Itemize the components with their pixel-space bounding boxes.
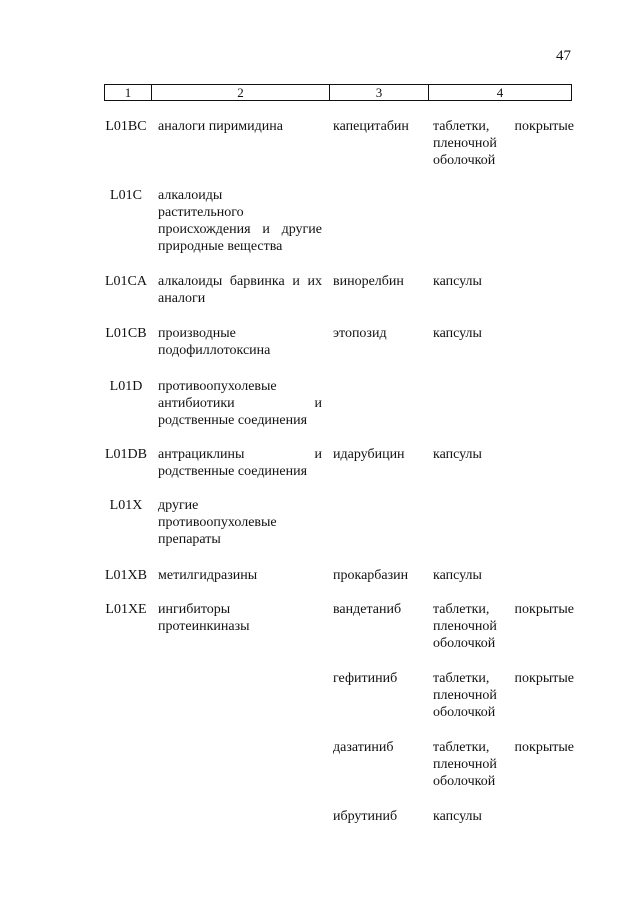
group-name-line: протеинкиназы: [158, 619, 250, 634]
atc-code: L01D: [109, 379, 143, 394]
group-name: [158, 378, 322, 429]
dosage-form-line: капсулы: [433, 326, 482, 341]
atc-code: L01CB: [105, 326, 147, 341]
atc-code: L01C: [110, 188, 142, 203]
group-name-line: другие: [158, 498, 199, 513]
dosage-form: [433, 325, 574, 342]
dosage-form-line: пленочной: [433, 619, 497, 634]
group-name-line: препараты: [158, 532, 221, 547]
group-name-line: ингибиторы: [158, 602, 231, 617]
drug-name: идарубицин: [333, 447, 405, 462]
dosage-form-line: таблетки, покрытые: [433, 740, 574, 755]
drug-name: этопозид: [333, 326, 387, 341]
drug-name: ибрутиниб: [333, 809, 398, 824]
group-name: [158, 497, 322, 548]
drug-name: дазатиниб: [333, 740, 394, 755]
dosage-form: [433, 567, 574, 584]
group-name-line: антибиотики и: [158, 396, 322, 411]
header-col-1: 1: [105, 85, 152, 100]
header-col-4: 4: [496, 85, 504, 100]
dosage-form-line: пленочной: [433, 136, 497, 151]
dosage-form-line: пленочной: [433, 688, 497, 703]
atc-code: L01XB: [105, 568, 147, 583]
group-name-line: родственные соединения: [158, 413, 308, 428]
group-name: [158, 187, 322, 255]
group-name-line: аналоги пиримидина: [158, 119, 283, 134]
dosage-form-line: капсулы: [433, 274, 482, 289]
drug-name: капецитабин: [333, 119, 409, 134]
dosage-form-line: капсулы: [433, 809, 482, 824]
dosage-form-line: таблетки, покрытые: [433, 119, 574, 134]
group-name-line: природные вещества: [158, 239, 283, 254]
dosage-form-line: оболочкой: [433, 636, 496, 651]
group-name: [158, 567, 322, 584]
dosage-form: [433, 808, 574, 825]
group-name: [158, 118, 322, 135]
header-col-2: 2: [152, 85, 330, 100]
group-name-line: родственные соединения: [158, 464, 308, 479]
group-name-line: противоопухолевые: [158, 515, 277, 530]
page-number: 47: [556, 48, 571, 64]
group-name-line: происхождения и другие: [158, 222, 322, 237]
dosage-form-line: оболочкой: [433, 705, 496, 720]
dosage-form: [433, 670, 574, 721]
group-name: [158, 601, 322, 635]
group-name-line: растительного: [158, 205, 244, 220]
atc-code: L01BC: [105, 119, 147, 134]
drug-name: вандетаниб: [333, 602, 402, 617]
dosage-form: [433, 446, 574, 463]
dosage-form-line: таблетки, покрытые: [433, 671, 574, 686]
dosage-form-line: таблетки, покрытые: [433, 602, 574, 617]
atc-code: L01XE: [105, 602, 147, 617]
group-name-line: подофиллотоксина: [158, 343, 271, 358]
group-name: [158, 273, 322, 307]
dosage-form: [433, 739, 574, 790]
dosage-form-line: пленочной: [433, 757, 497, 772]
drug-name: гефитиниб: [333, 671, 398, 686]
dosage-form: [433, 273, 574, 290]
group-name-line: алкалоиды: [158, 188, 223, 203]
group-name-line: аналоги: [158, 291, 206, 306]
dosage-form-line: оболочкой: [433, 153, 496, 168]
atc-code: L01DB: [105, 447, 147, 462]
table-header: [104, 84, 572, 101]
dosage-form-line: капсулы: [433, 447, 482, 462]
group-name-line: алкалоиды барвинка и их: [158, 274, 322, 289]
dosage-form: [433, 601, 574, 652]
drug-name: винорелбин: [333, 274, 404, 289]
header-col-3: 3: [330, 85, 429, 100]
drug-name: прокарбазин: [333, 568, 409, 583]
group-name-line: антрациклины и: [158, 447, 322, 462]
dosage-form-line: капсулы: [433, 568, 482, 583]
atc-code: L01X: [109, 498, 143, 513]
group-name-line: противоопухолевые: [158, 379, 277, 394]
group-name-line: производные: [158, 326, 236, 341]
dosage-form: [433, 118, 574, 169]
group-name-line: метилгидразины: [158, 568, 258, 583]
dosage-form-line: оболочкой: [433, 774, 496, 789]
group-name: [158, 325, 322, 359]
atc-code: L01CA: [105, 274, 147, 289]
group-name: [158, 446, 322, 480]
